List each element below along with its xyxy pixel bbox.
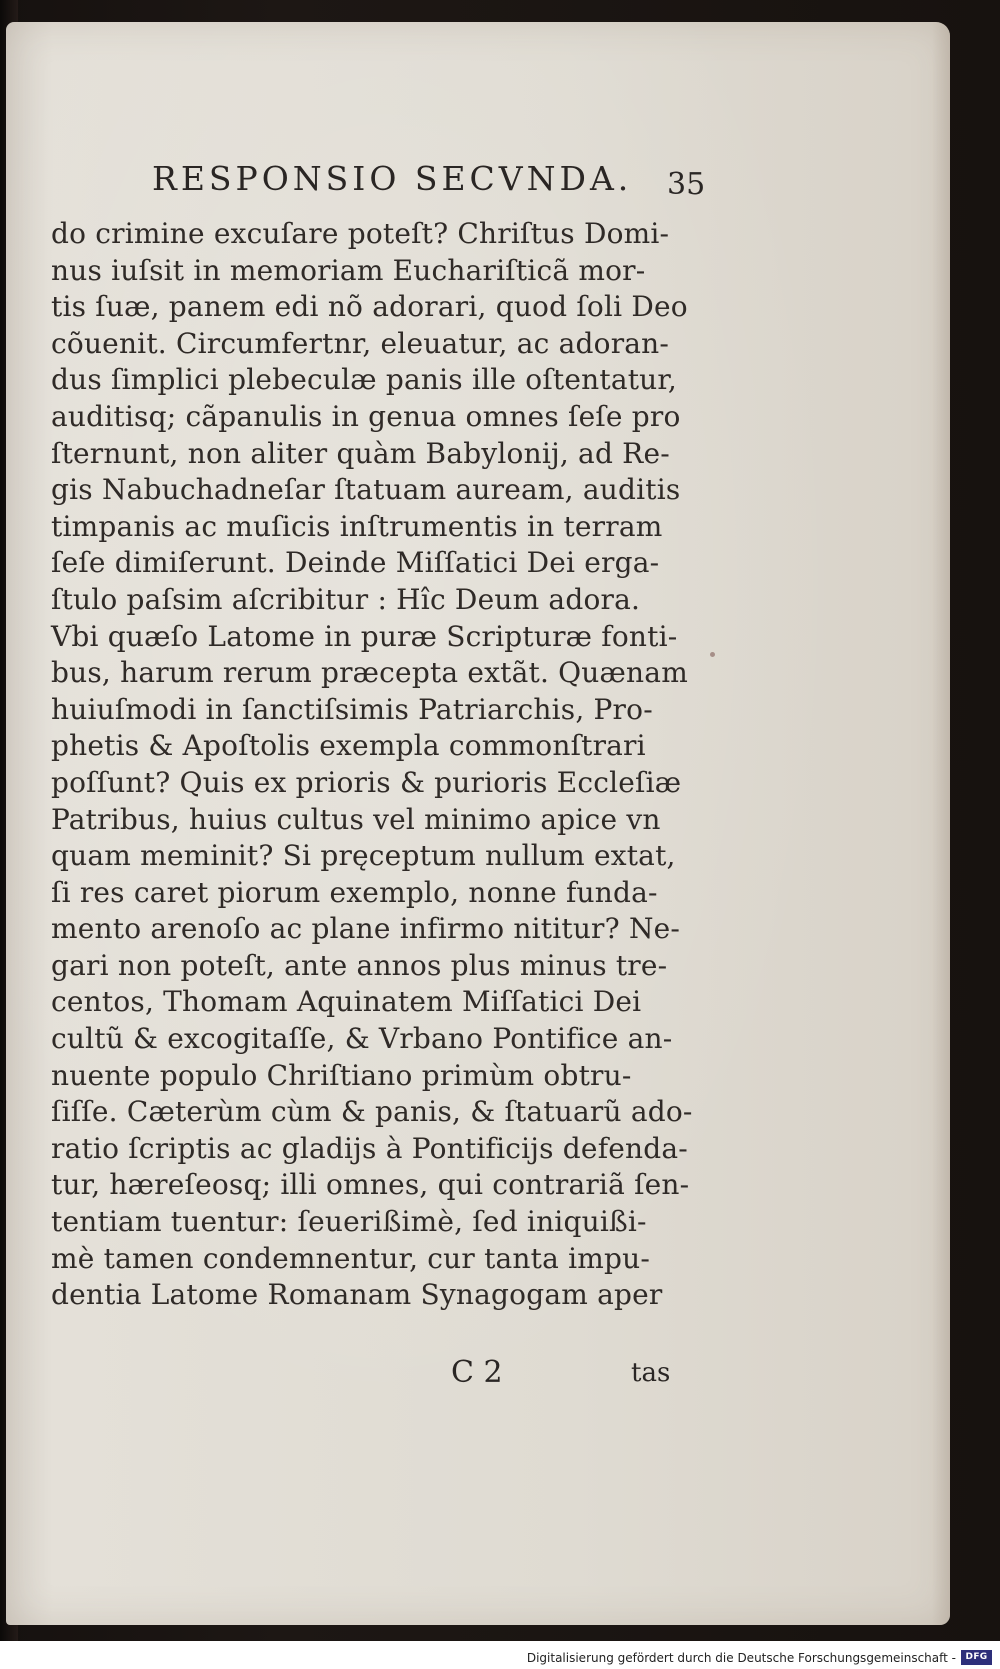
credit-bar: [0, 1641, 1000, 1669]
text-line: auditisq; cãpanulis in genua omnes ſeſe pro: [51, 399, 681, 433]
text-line: centos, Thomam Aquinatem Miſſatici Dei: [51, 985, 642, 1019]
ink-speck: [710, 652, 715, 657]
text-line: gari non poteſt, ante annos plus minus tre-: [51, 948, 668, 982]
text-line: do crimine excuſare poteſt? Chriſtus Domi-: [51, 217, 670, 250]
text-line: cõuenit. Circumfertnr, eleuatur, ac adoran-: [51, 326, 670, 360]
signature-mark: C 2: [451, 1355, 503, 1390]
text-line: ſiſſe. Cæterùm cùm & panis, & ſtatuarũ ado-: [51, 1095, 693, 1129]
catchword: tas: [631, 1358, 671, 1388]
text-line: Patribus, huius cultus vel minimo apice vn: [51, 802, 661, 836]
text-line: tentiam tuentur: ſeuerißimè, ſed iniquißi-: [51, 1205, 647, 1239]
text-line: phetis & Apoſtolis exempla commonſtrari: [51, 729, 646, 763]
text-line: mento arenoſo ac plane infirmo nititur? Ne-: [51, 912, 681, 946]
text-line: bus, harum rerum præcepta extãt. Quænam: [51, 656, 688, 690]
text-line: ſternunt, non aliter quàm Babylonij, ad Re-: [51, 436, 670, 470]
dfg-logo: DFG: [961, 1650, 992, 1665]
main-text-block: [51, 216, 701, 1314]
running-head: RESPONSIO SECVNDA.: [152, 159, 633, 198]
text-line: quam meminit? Si pręceptum nullum extat,: [51, 839, 676, 873]
text-line: tis ſuæ, panem edi nõ adorari, quod ſoli Deo: [51, 290, 688, 324]
page-number: 35: [667, 167, 706, 202]
text-line: timpanis ac muſicis inſtrumentis in terram: [51, 509, 663, 543]
text-line: nuente populo Chriſtiano primùm obtru-: [51, 1058, 632, 1092]
funding-credit: Digitalisierung gefördert durch die Deutsche Forschungsgemeinschaft -: [526, 1651, 956, 1665]
text-line: gis Nabuchadneſar ſtatuam auream, auditis: [51, 473, 681, 507]
text-line: ſi res caret piorum exemplo, nonne funda-: [51, 875, 658, 909]
text-line: tur, hæreſeosq; illi omnes, qui contrariã ſen-: [51, 1168, 690, 1202]
text-line: dentia Latome Romanam Synagogam aper: [51, 1278, 663, 1312]
text-line: ſtulo paſsim aſcribitur : Hîc Deum adora.: [51, 582, 641, 616]
text-line: cultũ & excogitaſſe, & Vrbano Pontifice an-: [51, 1022, 673, 1056]
text-line: poſſunt? Quis ex prioris & purioris Eccleſiæ: [51, 765, 682, 799]
text-line: huiuſmodi in ſanctiſsimis Patriarchis, Pro-: [51, 692, 653, 726]
text-line: mè tamen condemnentur, cur tanta impu-: [51, 1241, 651, 1275]
book-page: [6, 22, 950, 1625]
text-line: ratio ſcriptis ac gladijs à Pontificijs defenda-: [51, 1131, 688, 1165]
text-line: dus ſimplici plebeculæ panis ille oſtentatur,: [51, 363, 678, 397]
text-line: ſeſe dimiſerunt. Deinde Miſſatici Dei erga-: [51, 546, 660, 580]
text-line: Vbi quæſo Latome in puræ Scripturæ fonti-: [51, 619, 678, 653]
text-line: nus iuſsit in memoriam Euchariſticã mor-: [51, 253, 646, 287]
